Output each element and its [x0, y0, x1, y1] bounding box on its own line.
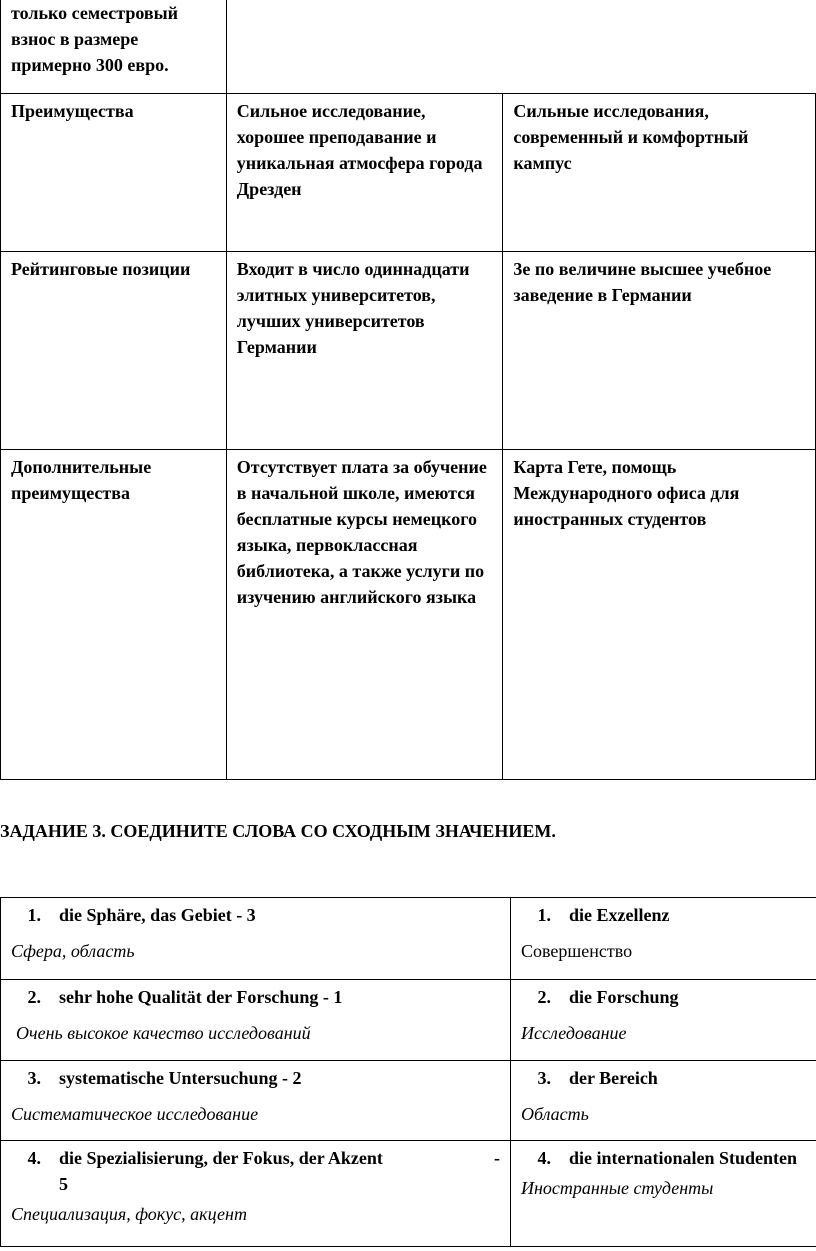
item-number: 1. — [537, 905, 551, 925]
fee-text: только семестровый взнос в размере примерно 300 евро. — [11, 3, 179, 75]
right-item — [521, 1145, 806, 1171]
table-row — [1, 1141, 816, 1247]
left-item — [11, 1065, 500, 1091]
item-number: 3. — [537, 1068, 551, 1088]
german-term: sehr hohe Qualität der Forschung - 1 — [59, 987, 343, 1007]
german-term-answer: 5 — [59, 1174, 68, 1194]
table-cell: Отсутствует плата за обучение в начальной школе, имеются бесплатные курсы немецкого языка, первоклассная библиотека, а также услуги по изучению английского языка — [226, 449, 503, 779]
translation: Область — [521, 1104, 589, 1124]
row-label: Дополнительные преимущества — [1, 449, 227, 779]
table-row — [1, 1061, 816, 1141]
table-cell-empty — [226, 0, 503, 93]
table-cell: Сильные исследования, современный и комфортный кампус — [503, 93, 816, 251]
table-row — [1, 251, 816, 449]
german-term: systematische Untersuchung - 2 — [59, 1068, 302, 1088]
translation: Совершенство — [521, 941, 633, 961]
german-term: die Exzellenz — [569, 905, 670, 925]
german-term-dash: - — [494, 1148, 500, 1168]
german-term: die internationalen Studenten — [569, 1148, 798, 1168]
matching-table — [0, 897, 816, 1247]
translation: Иностранные студенты — [521, 1178, 714, 1198]
table-cell-empty — [503, 0, 816, 93]
german-term: der Bereich — [569, 1068, 658, 1088]
table-cell: Сильное исследование, хорошее преподавание и уникальная атмосфера города Дрезден — [226, 93, 503, 251]
table-cell: Карта Гете, помощь Международного офиса для иностранных студентов — [503, 449, 816, 779]
left-item — [11, 902, 500, 928]
right-cell — [511, 980, 816, 1061]
right-cell — [511, 898, 816, 980]
item-number: 3. — [27, 1068, 41, 1088]
right-item — [521, 984, 806, 1010]
left-item — [11, 1145, 500, 1197]
right-item — [521, 1065, 806, 1091]
left-cell — [1, 898, 511, 980]
translation: Исследование — [521, 1023, 627, 1043]
item-number: 2. — [27, 987, 41, 1007]
left-item — [11, 984, 500, 1010]
row-label: Рейтинговые позиции — [1, 251, 227, 449]
table-row — [1, 898, 816, 980]
table-row — [1, 980, 816, 1061]
translation: Очень высокое качество исследований — [16, 1023, 311, 1043]
item-number: 2. — [537, 987, 551, 1007]
item-number: 4. — [27, 1148, 41, 1168]
translation: Систематическое исследование — [11, 1104, 259, 1124]
row-label: Преимущества — [1, 93, 227, 251]
left-cell — [1, 980, 511, 1061]
item-number: 4. — [537, 1148, 551, 1168]
item-number: 1. — [27, 905, 41, 925]
table-row — [1, 93, 816, 251]
german-term — [41, 1145, 500, 1197]
table-cell-fee — [1, 0, 227, 93]
table-cell: 3е по величине высшее учебное заведение в Германии — [503, 251, 816, 449]
right-item — [521, 902, 806, 928]
translation: Сфера, область — [11, 941, 135, 961]
translation: Специализация, фокус, акцент — [11, 1204, 247, 1224]
table-cell: Входит в число одиннадцати элитных университетов, лучших университетов Германии — [226, 251, 503, 449]
right-cell — [511, 1061, 816, 1141]
left-cell — [1, 1141, 511, 1247]
table-row — [1, 449, 816, 779]
german-term-part: die Spezialisierung, der Fokus, der Akzent — [59, 1148, 383, 1168]
right-cell — [511, 1141, 816, 1247]
left-cell — [1, 1061, 511, 1141]
german-term: die Forschung — [569, 987, 679, 1007]
table-row — [1, 0, 816, 93]
german-term: die Sphäre, das Gebiet - 3 — [59, 905, 256, 925]
task3-heading: ЗАДАНИЕ 3. СОЕДИНИТЕ СЛОВА СО СХОДНЫМ ЗНАЧЕНИЕМ. — [0, 821, 556, 841]
